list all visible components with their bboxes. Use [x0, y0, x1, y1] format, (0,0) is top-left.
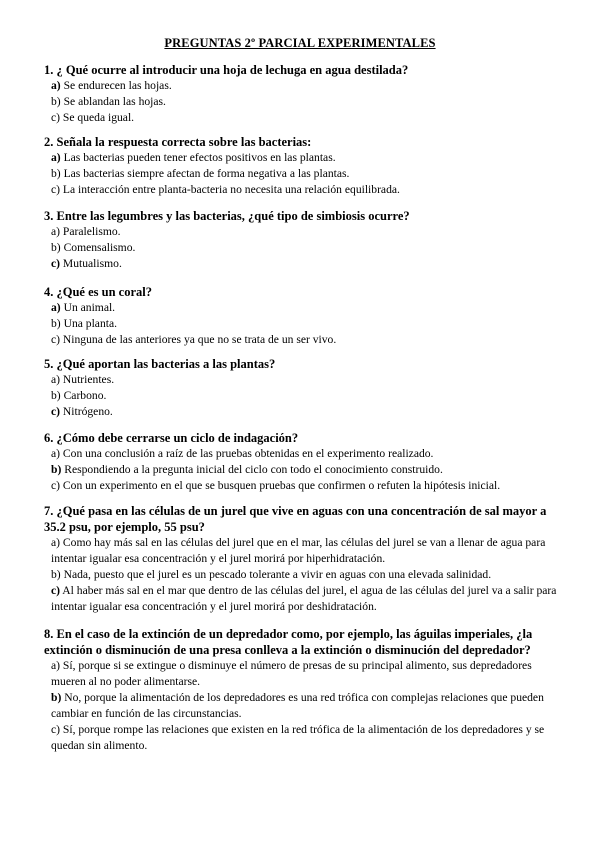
option-text: Paralelismo. [60, 225, 121, 238]
answer-option [44, 567, 564, 583]
option-letter: a) [51, 447, 61, 460]
option-letter: b) [51, 167, 61, 180]
option-letter: c) [51, 183, 61, 196]
option-text: La interacción entre planta-bacteria no necesita una relación equilibrada. [60, 183, 400, 196]
answer-option [44, 388, 564, 404]
option-text: Una planta. [60, 317, 118, 330]
option-text: Nitrógeno. [60, 405, 113, 418]
answer-option [44, 583, 564, 615]
option-letter: a) [51, 79, 61, 92]
option-letter: c) [51, 723, 61, 736]
option-letter: c) [51, 257, 61, 270]
option-text: Un animal. [60, 301, 116, 314]
question-text: 5. ¿Qué aportan las bacterias a las plantas? [44, 357, 276, 371]
question-block [44, 503, 564, 615]
option-letter: a) [51, 536, 61, 549]
option-text: Nada, puesto que el jurel es un pescado tolerante a vivir en aguas con una elevada salinidad. [60, 568, 492, 581]
question-block [44, 356, 564, 420]
option-text: Como hay más sal en las células del jurel que en el mar, las células del jurel se van a llenar de agua para intentar igualar esa concentración y el jurel morirá por hiperhidratación. [51, 536, 546, 565]
option-letter: a) [51, 659, 61, 672]
option-text: Con una conclusión a raíz de las pruebas obtenidas en el experimento realizado. [60, 447, 434, 460]
option-letter: a) [51, 151, 61, 164]
option-letter: c) [51, 584, 61, 597]
option-letter: b) [51, 691, 62, 704]
option-letter: a) [51, 225, 61, 238]
question-text: 4. ¿Qué es un coral? [44, 285, 152, 299]
question-text: 7. ¿Qué pasa en las células de un jurel que vive en aguas con una concentración de sal mayor a 35.2 psu, por ejemplo, 55 psu? [44, 504, 547, 534]
option-letter: b) [51, 568, 61, 581]
answer-option [44, 722, 564, 754]
question-text: 6. ¿Cómo debe cerrarse un ciclo de indagación? [44, 431, 299, 445]
question-block [44, 430, 564, 494]
question-text: 3. Entre las legumbres y las bacterias, ¿qué tipo de simbiosis ocurre? [44, 209, 410, 223]
option-letter: a) [51, 301, 61, 314]
question-text: 8. En el caso de la extinción de un depredador como, por ejemplo, las águilas imperiales, ¿la extinción o disminución de una presa conlleva a la extinción o disminución del depredador? [44, 627, 533, 657]
option-letter: c) [51, 405, 61, 418]
option-letter: a) [51, 373, 61, 386]
question-block [44, 626, 564, 754]
option-text: Nutrientes. [60, 373, 115, 386]
option-text: Las bacterias siempre afectan de forma negativa a las plantas. [60, 167, 350, 180]
answer-option [44, 300, 564, 316]
answer-option [44, 224, 564, 240]
answer-option [44, 690, 564, 722]
answer-option [44, 462, 564, 478]
question-block [44, 62, 564, 126]
option-letter: c) [51, 333, 61, 346]
option-letter: b) [51, 95, 61, 108]
answer-option [44, 166, 564, 182]
option-letter: b) [51, 463, 62, 476]
answer-option [44, 110, 564, 126]
answer-option [44, 535, 564, 567]
option-text: Al haber más sal en el mar que dentro de las células del jurel, el agua de las células del jurel va a salir para intentar igualar esa concentración y el jurel morirá por deshidratación. [51, 584, 557, 613]
question-text: 2. Señala la respuesta correcta sobre las bacterias: [44, 135, 312, 149]
question-text: 1. ¿ Qué ocurre al introducir una hoja de lechuga en agua destilada? [44, 63, 409, 77]
question-block [44, 284, 564, 348]
option-text: Comensalismo. [60, 241, 136, 254]
option-text: Mutualismo. [60, 257, 122, 270]
option-text: Ninguna de las anteriores ya que no se trata de un ser vivo. [60, 333, 337, 346]
option-letter: b) [51, 389, 61, 402]
option-letter: b) [51, 317, 61, 330]
option-text: Carbono. [60, 389, 107, 402]
document-title: PREGUNTAS 2º PARCIAL EXPERIMENTALES [164, 36, 436, 50]
answer-option [44, 94, 564, 110]
answer-option [44, 182, 564, 198]
answer-option [44, 372, 564, 388]
option-text: Con un experimento en el que se busquen pruebas que confirmen o refuten la hipótesis inicial. [60, 479, 501, 492]
option-text: No, porque la alimentación de los depredadores es una red trófica con complejas relaciones que pueden cambiar en función de las circunstancias. [51, 691, 544, 720]
answer-option [44, 78, 564, 94]
answer-option [44, 404, 564, 420]
option-text: Sí, porque si se extingue o disminuye el número de presas de su principal alimento, sus depredadores mueren al no poder alimentarse. [51, 659, 532, 688]
answer-option [44, 446, 564, 462]
option-text: Se queda igual. [60, 111, 135, 124]
question-block [44, 208, 564, 272]
answer-option [44, 316, 564, 332]
question-block [44, 134, 564, 198]
option-text: Se ablandan las hojas. [60, 95, 166, 108]
option-text: Respondiendo a la pregunta inicial del ciclo con todo el conocimiento construido. [61, 463, 443, 476]
answer-option [44, 478, 564, 494]
answer-option [44, 256, 564, 272]
answer-option [44, 240, 564, 256]
answer-option [44, 332, 564, 348]
option-letter: b) [51, 241, 61, 254]
answer-option [44, 150, 564, 166]
option-letter: c) [51, 479, 61, 492]
answer-option [44, 658, 564, 690]
option-text: Sí, porque rompe las relaciones que existen en la red trófica de la alimentación de los depredadores y se quedan sin alimento. [51, 723, 545, 752]
option-text: Se endurecen las hojas. [60, 79, 172, 92]
option-letter: c) [51, 111, 61, 124]
option-text: Las bacterias pueden tener efectos positivos en las plantas. [60, 151, 336, 164]
